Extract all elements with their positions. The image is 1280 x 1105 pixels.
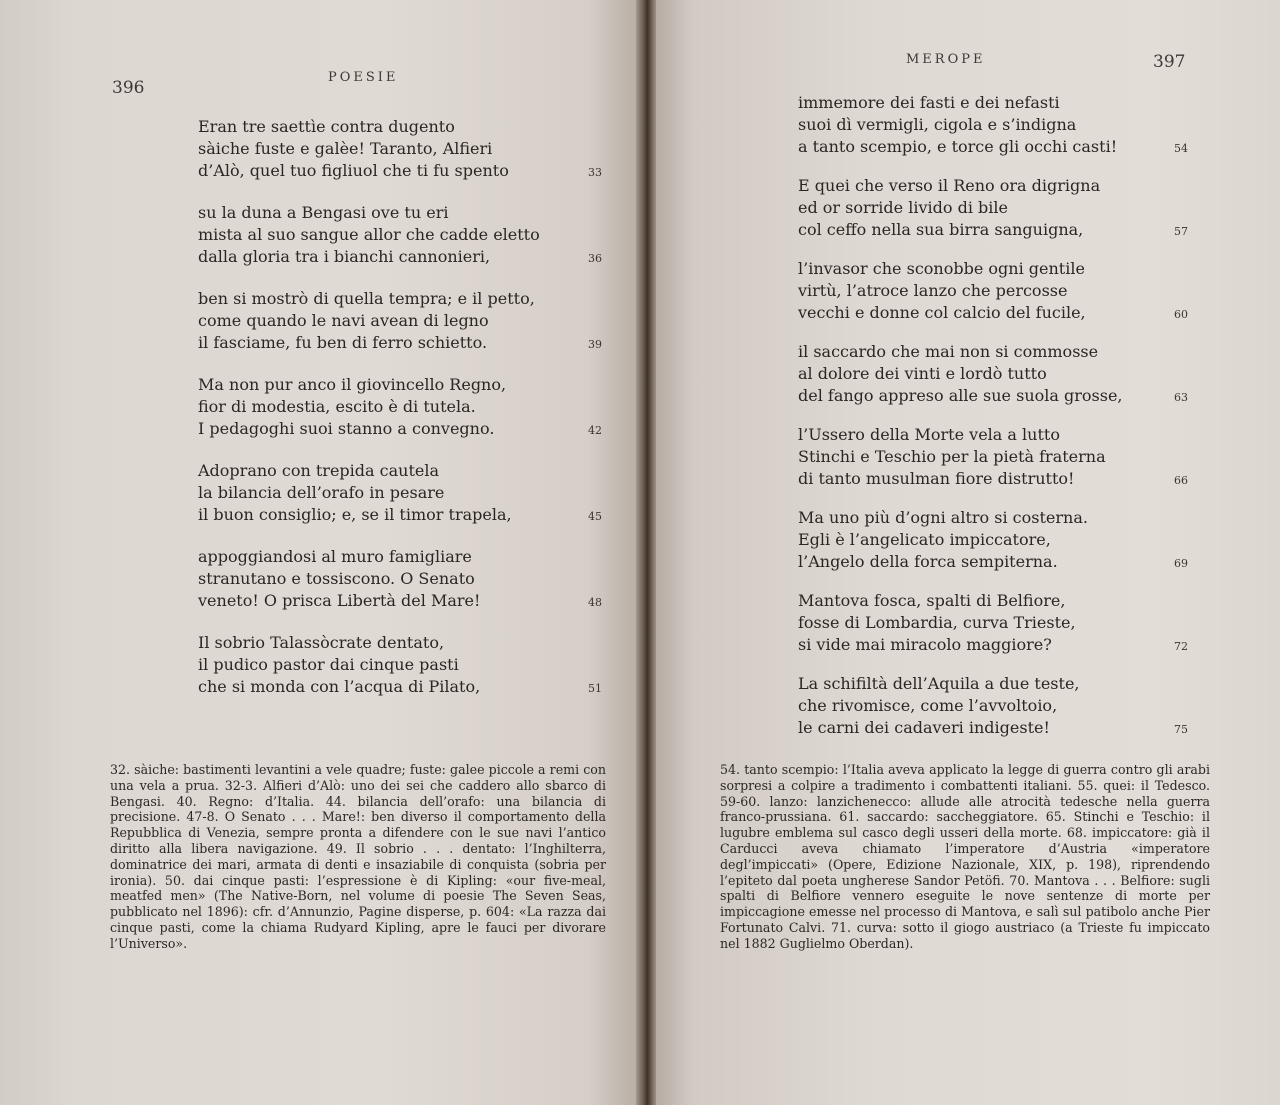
verse-line: Il sobrio Talassòcrate dentato,	[198, 633, 445, 652]
verse-number: 33	[588, 166, 602, 179]
verse-line: le carni dei cadaveri indigeste!	[798, 718, 1050, 737]
verse-line: come quando le navi avean di legno	[198, 311, 489, 330]
verse-number: 54	[1174, 142, 1188, 155]
verse-line: d’Alò, quel tuo figliuol che ti fu spento	[198, 161, 509, 180]
verse-number: 51	[588, 682, 602, 695]
verse-line: del fango appreso alle sue suola grosse,	[798, 386, 1123, 405]
tercet	[798, 92, 1117, 158]
verse-line: Adoprano con trepida cautela	[198, 461, 439, 480]
verse-line: al dolore dei vinti e lordò tutto	[798, 364, 1047, 383]
verse-line: appoggiandosi al muro famigliare	[198, 547, 472, 566]
tercet	[198, 460, 512, 526]
verse-number: 36	[588, 252, 602, 265]
tercet	[198, 374, 506, 440]
verse-line: Ma uno più d’ogni altro si costerna.	[798, 508, 1088, 527]
verse-number: 60	[1174, 308, 1188, 321]
verse-line: il pudico pastor dai cinque pasti	[198, 655, 459, 674]
verse-line: l’invasor che sconobbe ogni gentile	[798, 259, 1085, 278]
verse-line: Ma non pur anco il giovincello Regno,	[198, 375, 507, 394]
tercet	[198, 632, 480, 698]
tercet	[798, 424, 1106, 490]
verse-line: mista al suo sangue allor che cadde eletto	[198, 225, 540, 244]
verse-line: ed or sorride livido di bile	[798, 198, 1008, 217]
tercet	[198, 116, 509, 182]
right-page	[656, 0, 1280, 1105]
verse-line: che rivomisce, come l’avvoltoio,	[798, 696, 1058, 715]
verse-number: 63	[1174, 391, 1188, 404]
verse-line: il buon consiglio; e, se il timor trapela,	[198, 505, 512, 524]
verse-line: l’Angelo della forca sempiterna.	[798, 552, 1058, 571]
verse-line: fior di modestia, escito è di tutela.	[198, 397, 476, 416]
tercet	[798, 258, 1086, 324]
verse-line: la bilancia dell’orafo in pesare	[198, 483, 445, 502]
verse-line: Eran tre saettìe contra dugento	[198, 117, 455, 136]
tercet	[198, 202, 540, 268]
verse-line: si vide mai miracolo maggiore?	[798, 635, 1052, 654]
page-number: 396	[112, 78, 145, 98]
verse-number: 45	[588, 510, 602, 523]
verse-line: veneto! O prisca Libertà del Mare!	[198, 591, 481, 610]
verse-line: Stinchi e Teschio per la pietà fraterna	[798, 447, 1106, 466]
verse-number: 69	[1174, 557, 1188, 570]
verse-line: vecchi e donne col calcio del fucile,	[798, 303, 1086, 322]
tercet	[798, 673, 1080, 739]
verse-line: fosse di Lombardia, curva Trieste,	[798, 613, 1076, 632]
verse-line: a tanto scempio, e torce gli occhi casti!	[798, 137, 1118, 156]
verse-line: che si monda con l’acqua di Pilato,	[198, 677, 481, 696]
verse-line: immemore dei fasti e dei nefasti	[798, 93, 1060, 112]
running-head: MEROPE	[906, 52, 986, 67]
verse-line: Egli è l’angelicato impiccatore,	[798, 530, 1051, 549]
verse-line: sàiche fuste e galèe! Taranto, Alfieri	[198, 139, 493, 158]
footnotes: 54. tanto scempio: l’Italia aveva applicato la legge di guerra contro gli arabi sorpresi a colpire a tradimento i combattenti italiani. 55. quei: il Tedesco. 59-60. lanzo: lanzichenecco: allude alle atrocità tedesche nella guerra franco-prussiana. 61. saccardo: saccheggiatore. 65. Stinchi e Teschio: il lugubre emblema sul casco degli usseri della morte. 68. impiccatore: già il Carducci aveva chiamato l’imperatore d’Austria «imperatore degl’impiccati» (Opere, Edizione Nazionale, XIX, p. 198), riprendendo l’epiteto dal poeta ungherese Sandor Petöfi. 70. Mantova . . . Belfiore: sugli spalti di Belfiore vennero eseguite le nove sentenze di morte per impiccagione emesse nel processo di Mantova, e salì sul patibolo anche Pier Fortunato Calvi. 71. curva: sotto il giogo austriaco (a Trieste fu impiccato nel 1882 Guglielmo Oberdan).	[720, 762, 1210, 951]
book-gutter	[636, 0, 658, 1105]
tercet	[798, 507, 1088, 573]
verse-line: il saccardo che mai non si commosse	[798, 342, 1099, 361]
verse-number: 75	[1174, 723, 1188, 736]
tercet	[798, 175, 1100, 241]
verse-line: stranutano e tossiscono. O Senato	[198, 569, 475, 588]
footnotes: 32. sàiche: bastimenti levantini a vele quadre; fuste: galee piccole a remi con una vela a prua. 32-3. Alfieri d’Alò: uno dei sei che caddero allo sbarco di Bengasi. 40. Regno: d’Italia. 44. bilancia dell’orafo: una bilancia di precisione. 47-8. O Senato . . . Mare!: ben diverso il comportamento della Repubblica di Venezia, sempre pronta a difendere con le sue navi l’antico diritto alla libera navigazione. 49. Il sobrio . . . dentato: l’Inghilterra, dominatrice dei mari, armata di denti e insaziabile di conquista (sobria per ironia). 50. dai cinque pasti: l’espressione è di Kipling: «our five-meal, meatfed men» (The Native-Born, nel volume di poesie The Seven Seas, pubblicato nel 1896): cfr. d’Annunzio, Pagine disperse, p. 604: «La razza dai cinque pasti, come la chiama Rudyard Kipling, apre le fauci per divorare l’Universo».	[110, 762, 606, 951]
verse-number: 42	[588, 424, 602, 437]
verse-line: I pedagoghi suoi stanno a convegno.	[198, 419, 495, 438]
verse-number: 57	[1174, 225, 1188, 238]
verse-line: La schifiltà dell’Aquila a due teste,	[798, 674, 1080, 693]
verse-number: 72	[1174, 640, 1188, 653]
verse-line: il fasciame, fu ben di ferro schietto.	[198, 333, 488, 352]
verse-line: col ceffo nella sua birra sanguigna,	[798, 220, 1084, 239]
tercet	[798, 341, 1123, 407]
verse-line: di tanto musulman fiore distrutto!	[798, 469, 1075, 488]
verse-line: dalla gloria tra i bianchi cannonieri,	[198, 247, 491, 266]
verse-line: Mantova fosca, spalti di Belfiore,	[798, 591, 1066, 610]
verse-line: ben si mostrò di quella tempra; e il petto,	[198, 289, 535, 308]
tercet	[198, 288, 535, 354]
tercet	[198, 546, 480, 612]
verse-line: su la duna a Bengasi ove tu eri	[198, 203, 449, 222]
verse-line: virtù, l’atroce lanzo che percosse	[798, 281, 1068, 300]
verse-number: 39	[588, 338, 602, 351]
verse-line: E quei che verso il Reno ora digrigna	[798, 176, 1101, 195]
verse-line: l’Ussero della Morte vela a lutto	[798, 425, 1060, 444]
tercet	[798, 590, 1076, 656]
verse-number: 48	[588, 596, 602, 609]
verse-number: 66	[1174, 474, 1188, 487]
left-page	[0, 0, 638, 1105]
running-head: POESIE	[328, 70, 399, 85]
page-number: 397	[1153, 52, 1186, 72]
verse-line: suoi dì vermigli, cigola e s’indigna	[798, 115, 1077, 134]
